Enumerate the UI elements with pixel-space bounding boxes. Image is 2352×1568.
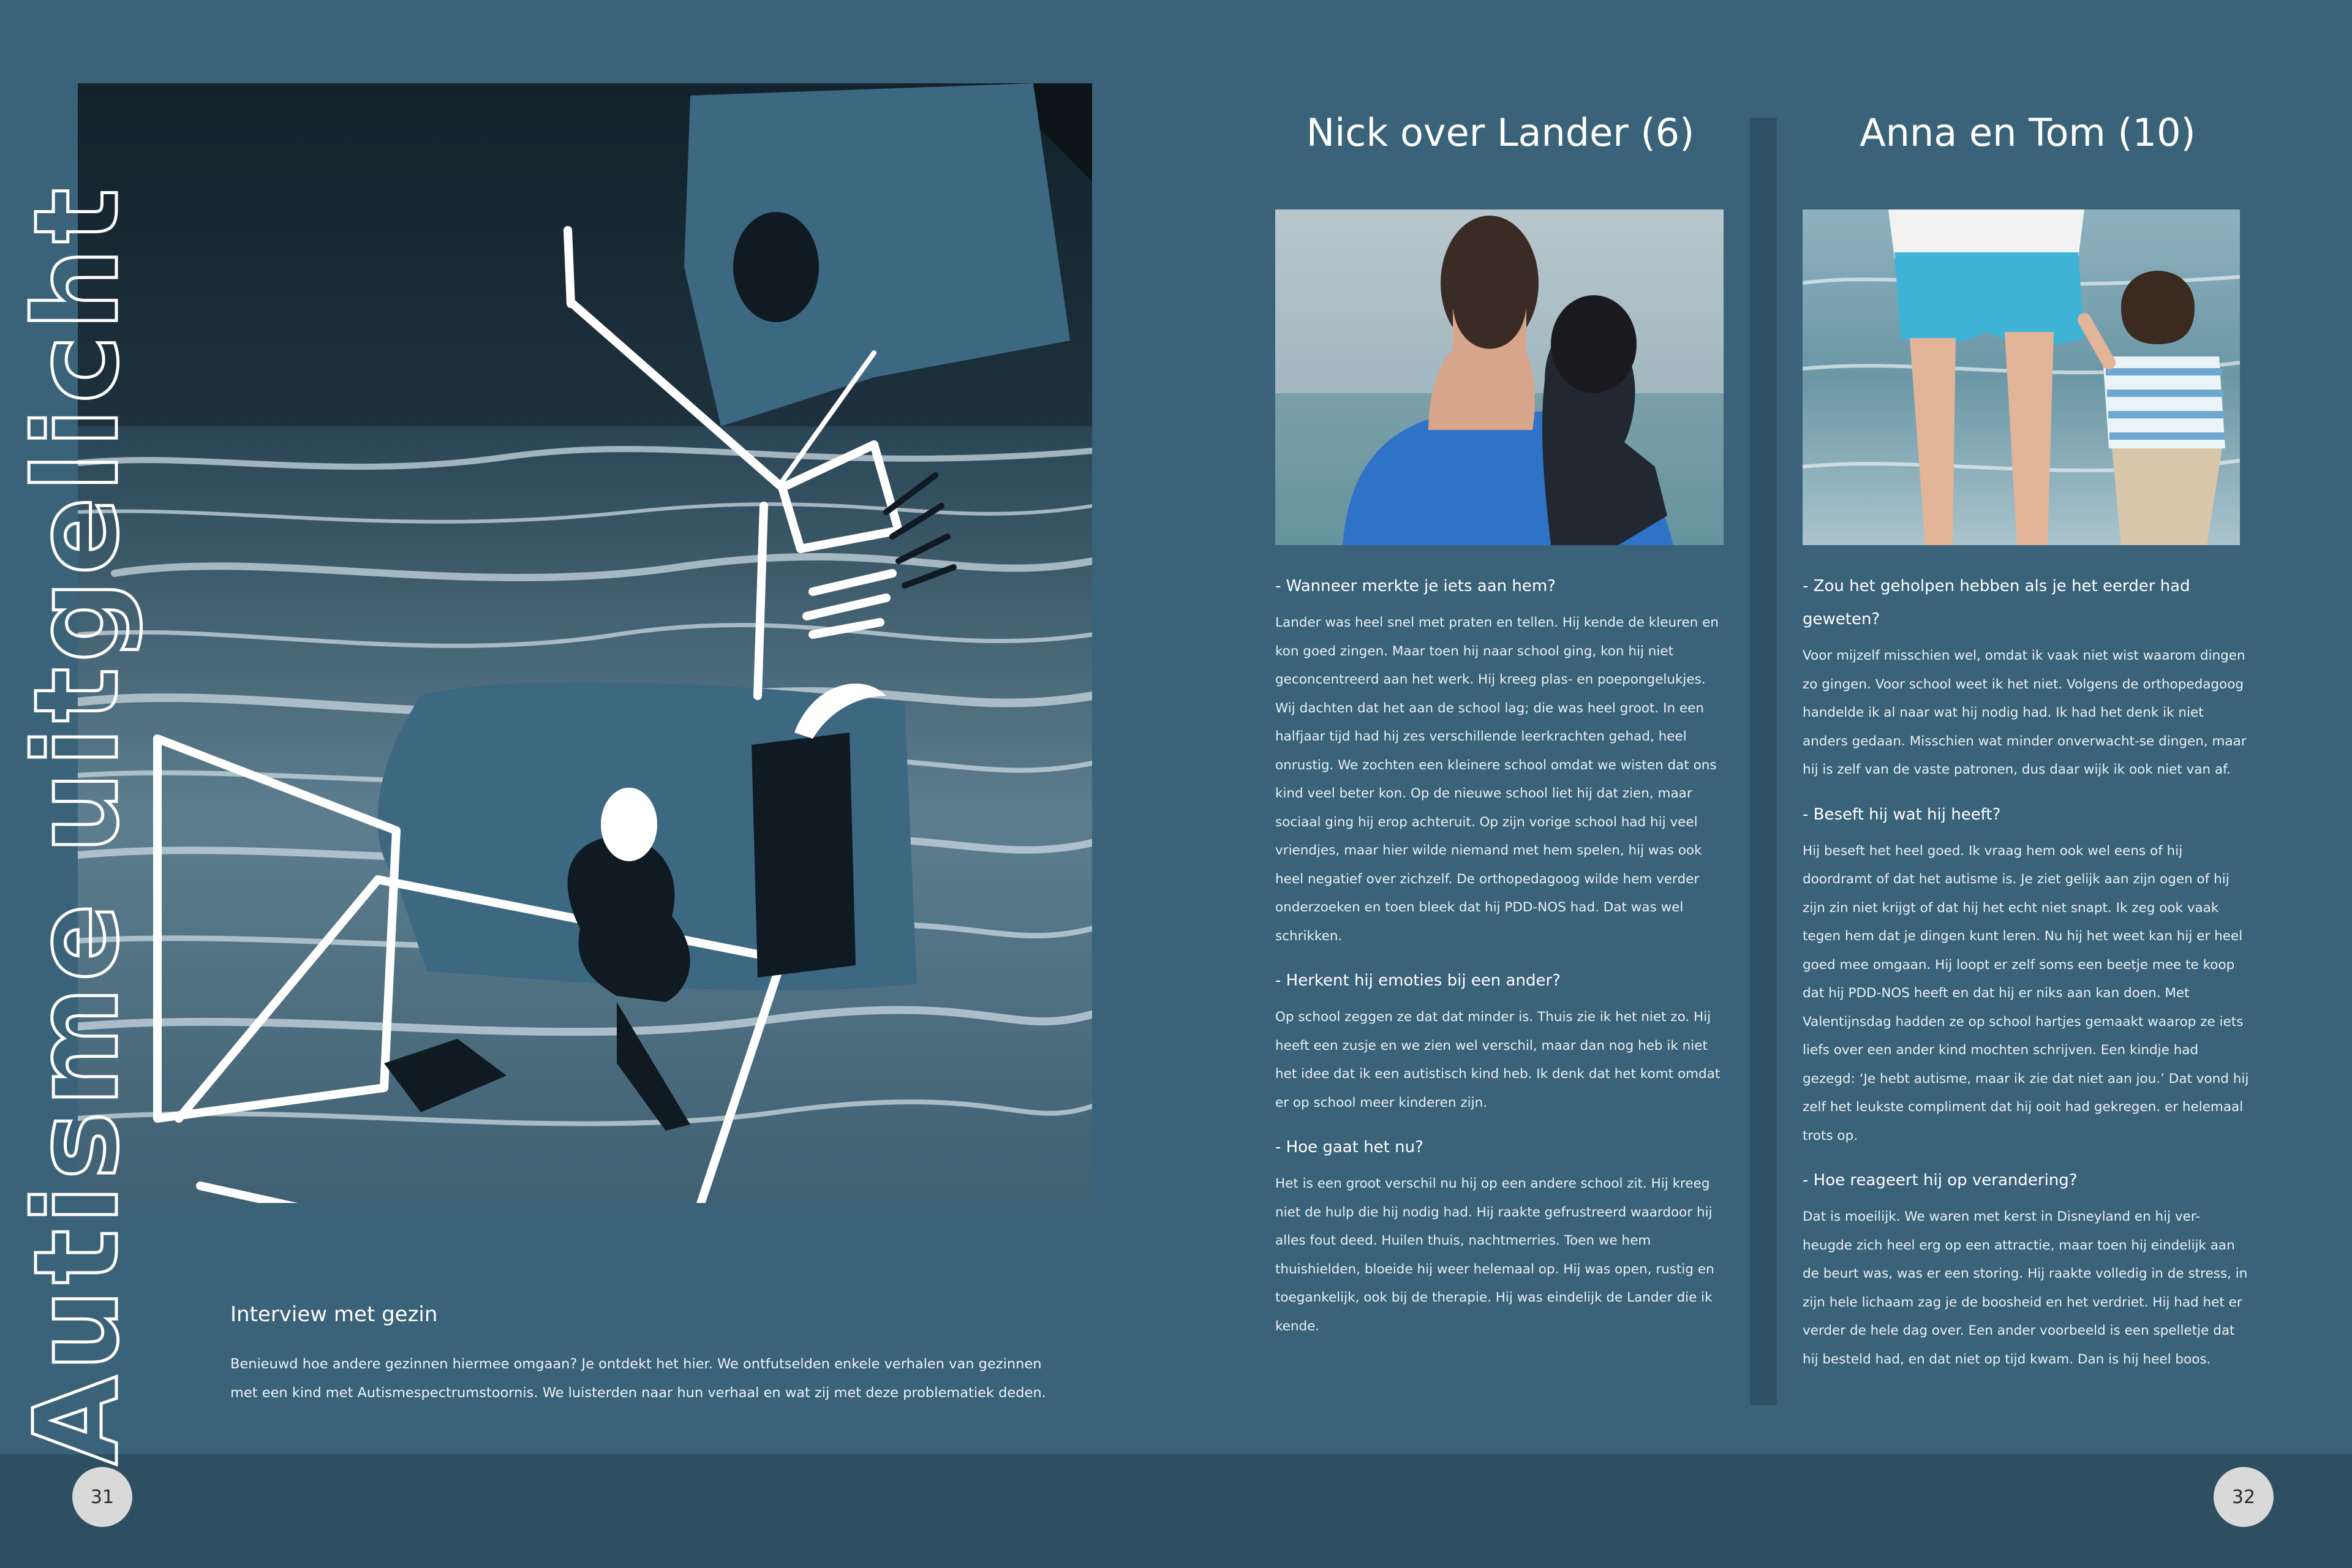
answer: Lander was heel snel met praten en tellen. Hij kende de kleuren en kon goed zingen. Maar toen hij naar school ging, kon hij niet geconcentreerd aan het werk. Hij kreeg plas- en poepongelukjes. Wij dachten dat het aan de school lag; die was heel groot. In een halfjaar tijd had hij zes verschillende leerkrachten gehad, heel onrustig. We zochten een kleinere school omdat we wisten dat ons kind veel beter kon. Op de nieuwe school liet hij dat zien, maar sociaal ging hij erop achteruit. Op zijn vorige school had hij veel vriendjes, maar hier wilde niemand met hem spelen, hij was ook heel negatief over zichzelf. De orthopedagoog wilde hem verder onderzoeken en toen bleek dat hij PDD-NOS had. Dat was wel schrikken. <box>1275 615 1719 944</box>
answer: Voor mijzelf misschien wel, omdat ik vaak niet wist waarom dingen zo gingen. Voor school weet ik het niet. Volgens de orthopedagoog handelde ik al naar wat hij nodig had. Ik had het denk ik niet anders gedaan. Misschien wat minder onverwacht-se dingen, maar hij is zelf van de vaste patronen, dus daar wijk ik ook niet van af. <box>1803 648 2247 777</box>
intro-title: Interview met gezin <box>230 1302 438 1327</box>
question: - Wanneer merkte je iets aan hem? <box>1275 577 1556 595</box>
page-number-left: 31 <box>72 1467 132 1527</box>
intro-text: Benieuwd hoe andere gezinnen hiermee omgaan? Je ontdekt het hier. We ontfutselden enkele verhalen van gezinnen met een kind met Autismespectrumstoornis. We luisterden naar hun verhaal en wat zij met deze problematiek deden. <box>230 1356 1046 1401</box>
vertical-title: Autisme uitgelicht <box>10 183 144 1465</box>
photo-adult-child-sea <box>1803 209 2240 545</box>
column-title-nick: Nick over Lander (6) <box>1306 110 1695 155</box>
question: - Herkent hij emoties bij een ander? <box>1275 971 1561 990</box>
column-anna-tom <box>1803 570 2250 1387</box>
photo-father-child <box>1275 209 1724 545</box>
question: - Hoe reageert hij op verandering? <box>1803 1171 2078 1189</box>
answer: Hij beseft het heel goed. Ik vraag hem ook wel eens of hij doordramt of dat het autisme is. Je ziet gelijk aan zijn ogen of hij zijn zin niet krijgt of dat hij het echt niet snapt. Ik zeg ook vaak tegen hem dat je dingen kunt leren. Nu hij het weet kan hij er heel goed mee omgaan. Hij loopt er zelf soms een beetje mee te koop dat hij PDD-NOS heeft en dat hij er niks aan kan doen. Met Valentijnsdag hadden ze op school hartjes gemaakt waarop ze iets liefs over een ander kind mochten schrijven. Een kindje had gezegd: ‘Je hebt autisme, maar ik zie dat niet aan jou.’ Dat vond hij zelf het leukste compliment dat hij ooit had gekregen. er helemaal trots op. <box>1803 843 2249 1144</box>
answer: Dat is moeilijk. We waren met kerst in Disneyland en hij ver-heugde zich heel erg op een attractie, maar toen hij eindelijk aan de beurt was, was er een storing. Hij raakte volledig in de stress, in zijn hele lichaam zag je de boosheid en het verdriet. Hij had het er verder de hele dag over. Een ander voorbeeld is een spelletje dat hij besteld had, en dat niet op tijd kwam. Dan is hij heel boos. <box>1803 1209 2248 1367</box>
footer-band <box>0 1454 2352 1568</box>
sea-illustration <box>78 83 1092 1203</box>
answer: Het is een groot verschil nu hij op een andere school zit. Hij kreeg niet de hulp die hij nodig had. Hij raakte gefrustreerd waardoor hij alles fout deed. Huilen thuis, nachtmerries. Toen we hem thuishielden, bloeide hij weer helemaal op. Hij was open, rustig en toegankelijk, ook bij de therapie. Hij was eindelijk de Lander die ik kende. <box>1275 1176 1714 1334</box>
answer: Op school zeggen ze dat dat minder is. Thuis zie ik het niet zo. Hij heeft een zusje en we zien wel verschil, maar dan nog heb ik niet het idee dat ik een autistisch kind heb. Ik denk dat het komt omdat er op school meer kinderen zijn. <box>1275 1009 1721 1110</box>
question: - Hoe gaat het nu? <box>1275 1138 1423 1156</box>
column-title-anna-tom: Anna en Tom (10) <box>1860 110 2196 155</box>
question: - Beseft hij wat hij heeft? <box>1803 805 2001 824</box>
page-number-right: 32 <box>2214 1467 2274 1527</box>
column-nick <box>1275 570 1725 1354</box>
column-divider <box>1750 118 1777 1405</box>
question: - Zou het geholpen hebben als je het eerder had geweten? <box>1803 577 2190 628</box>
